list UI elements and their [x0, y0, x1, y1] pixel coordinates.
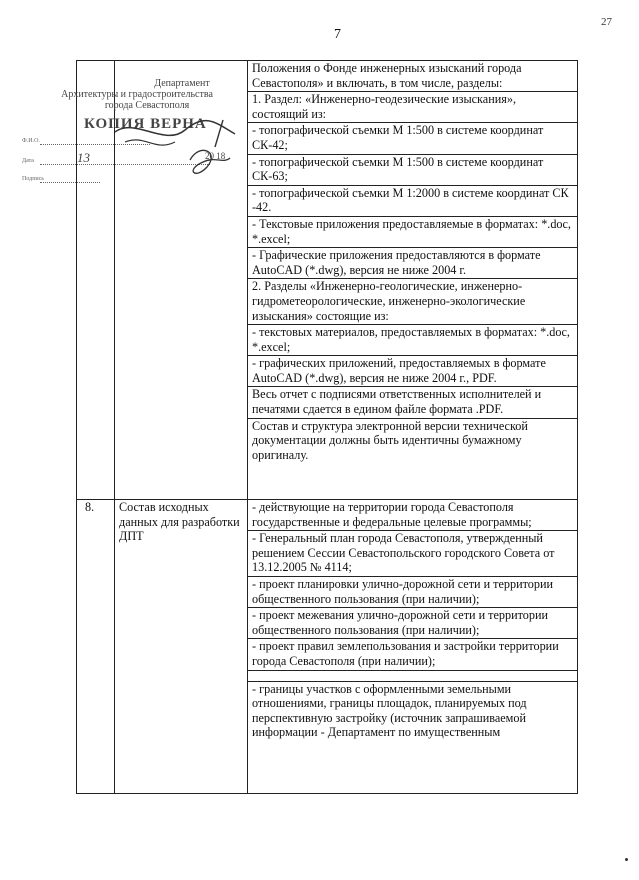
stamp-label-date: Дата	[22, 158, 34, 164]
description-paragraph: 2. Разделы «Инженерно-геологические, инженерно-гидрометеорологические, инженерно-экологические изыскания» состоящие из:	[248, 279, 577, 325]
stamp-date-year: 20 18	[205, 151, 226, 161]
stamp-city-line: города Севастополя	[104, 100, 190, 111]
description-paragraph: - Генеральный план города Севастополя, утвержденный решением Сессии Севастопольского городского Совета от 13.12.2005 № 4114;	[248, 531, 577, 577]
description-paragraph: 1. Раздел: «Инженерно-геодезические изыскания», состоящий из:	[248, 92, 577, 123]
description-paragraph: - Графические приложения предоставляются в формате AutoCAD (*.dwg), версия не ниже 2004 г.	[248, 248, 577, 279]
description-paragraph: - текстовых материалов, предоставляемых в форматах: *.doc, *.excel;	[248, 325, 577, 356]
stamp-line	[40, 182, 100, 183]
description-paragraph: - топографической съемки М 1:2000 в системе координат СК -42.	[248, 186, 577, 217]
description-paragraph: Положения о Фонде инженерных изысканий города Севастополя» и включать, в том числе, разделы:	[248, 61, 577, 92]
table-row	[77, 500, 578, 794]
stamp-label-signature: Подпись	[22, 176, 45, 182]
description-paragraph: - топографической съемки М 1:500 в системе координат СК-42;	[248, 123, 577, 154]
description-paragraph: - графических приложений, предоставляемых в формате AutoCAD (*.dwg), версия не ниже 2004 г., PDF.	[248, 356, 577, 387]
description-paragraph: - проект межевания улично-дорожной сети и территории общественного пользования (при наличии);	[248, 608, 577, 639]
row-number: 8.	[77, 500, 115, 794]
sheet-number: 27	[601, 16, 612, 28]
description-paragraph: - границы участков с оформленными земельными отношениями, границы площадок, планируемых под перспективную застройку (источник запрашиваемой информации - Департамент по имущественным	[248, 681, 577, 741]
handwritten-signature	[95, 112, 245, 192]
stamp-dept-line: Департамент	[154, 78, 210, 89]
row-name: Состав исходных данных для разработки ДПТ	[115, 500, 248, 794]
description-paragraph: - действующие на территории города Севастополя государственные и федеральные целевые программы;	[248, 500, 577, 531]
stamp-dept-line: Архитектуры и градостроительства	[61, 89, 213, 100]
row-description	[248, 500, 578, 794]
stamp-label-fio: Ф.И.О.	[22, 138, 40, 144]
page-number: 7	[334, 27, 341, 42]
description-paragraph: - Текстовые приложения предоставляемые в форматах: *.doc, *.excel;	[248, 217, 577, 248]
description-paragraph: - проект планировки улично-дорожной сети и территории общественного пользования (при наличии);	[248, 577, 577, 608]
description-paragraph: - топографической съемки М 1:500 в системе координат СК-63;	[248, 155, 577, 186]
description-paragraph: Состав и структура электронной версии технической документации должны быть идентичны бумажному оригиналу.	[252, 418, 528, 462]
page-dot	[625, 858, 628, 861]
stamp-date-day: 13	[77, 150, 90, 165]
stamp-copy-text: КОПИЯ ВЕРНА	[84, 116, 207, 132]
description-paragraph: - проект правил землепользования и застройки территории города Севастополя (при наличии);	[248, 639, 577, 670]
description-paragraph: Весь отчет с подписями ответственных исполнителей и печатями сдается в едином файле формата .PDF.	[248, 387, 577, 418]
row-description	[248, 61, 578, 500]
